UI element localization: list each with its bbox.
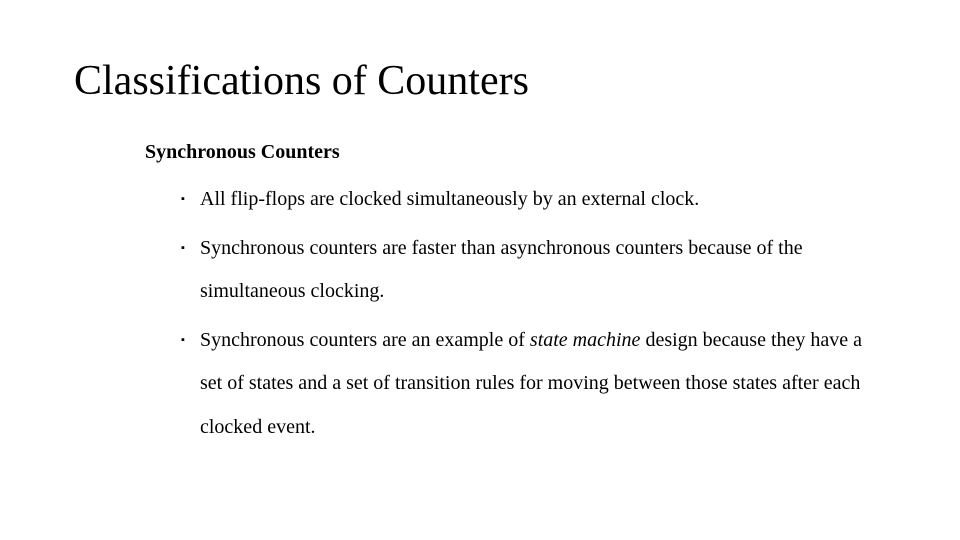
slide-title: Classifications of Counters bbox=[74, 58, 529, 104]
square-bullet-icon: ▪ bbox=[181, 193, 185, 205]
bullet-text-after: design because they have a set of states and a set of transition rules for moving between those states after each clocked event. bbox=[200, 328, 863, 438]
bullet-text bbox=[200, 329, 862, 438]
square-bullet-icon: ▪ bbox=[181, 241, 185, 254]
emphasized-term: state machine bbox=[529, 328, 641, 351]
square-bullet-icon: ▪ bbox=[181, 333, 185, 346]
bullet-text: Synchronous counters are faster than asynchronous counters because of the simultaneous clocking. bbox=[200, 236, 803, 302]
bullet-text: All flip-flops are clocked simultaneously by an external clock. bbox=[200, 188, 700, 210]
bullet-text-before: Synchronous counters are an example of bbox=[200, 328, 530, 351]
bullet-list bbox=[181, 178, 881, 454]
section-heading: Synchronous Counters bbox=[145, 141, 340, 163]
bullet-item-state-machine bbox=[181, 319, 881, 450]
bullet-item-clocking bbox=[181, 178, 881, 222]
bullet-item-speed bbox=[181, 227, 881, 314]
